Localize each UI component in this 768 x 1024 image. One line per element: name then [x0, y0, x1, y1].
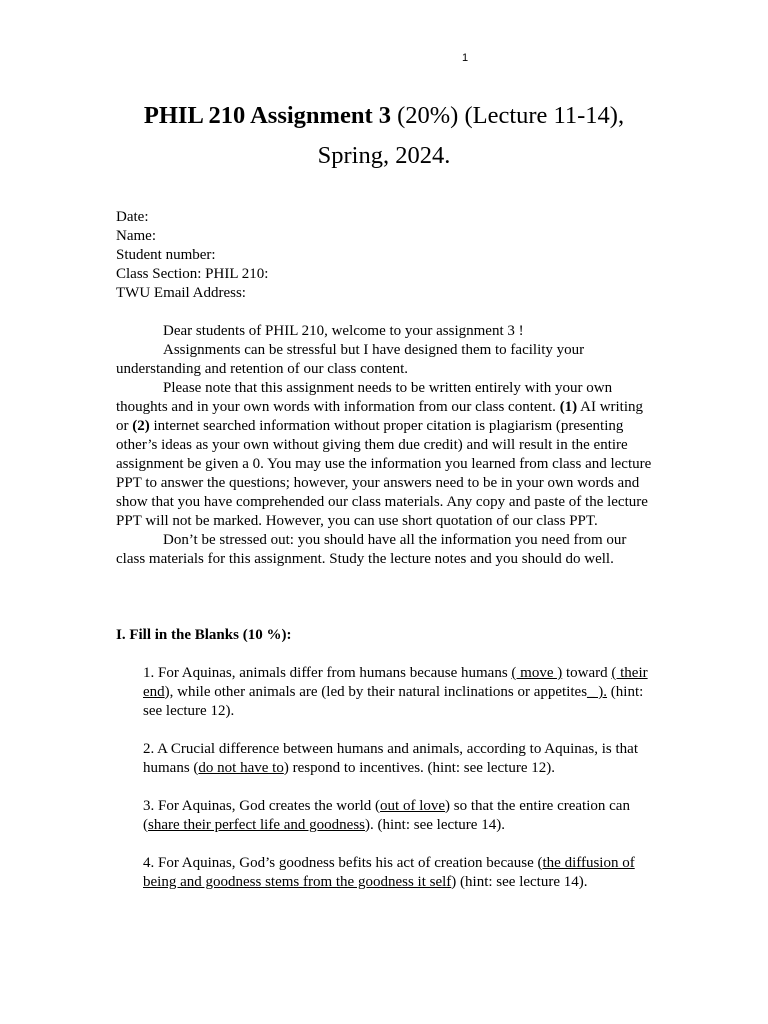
answer-blank: ( move ): [511, 665, 563, 681]
document-title: [80, 96, 688, 176]
question-2: [143, 740, 659, 778]
answer-blank: out of love: [380, 798, 446, 814]
question-3: [143, 797, 659, 835]
name-field: Name:: [116, 228, 156, 244]
policy-text-d: internet searched information without proper citation is plagiarism (presenting other’s ideas as your own without giving them due credit) and will result in the entire assignment be given a 0. You may use the information you learned from class and lecture PPT to answer the questions; however, your answers need to be in your own words and show that you have comprehended our class materials. Any copy and paste of the lecture PPT will not be marked. However, you can use short quotation of our class PPT.: [116, 418, 652, 529]
policy-marker-1: (1): [559, 399, 578, 415]
question-text: (hint: see lecture 12).: [143, 684, 644, 719]
intro-plagiarism-policy: [116, 379, 658, 531]
answer-blank: the diffusion of being and goodness stems from the goodness it self: [143, 855, 635, 890]
fill-in-blanks-questions: [143, 664, 659, 911]
answer-blank: do not have to: [198, 760, 284, 776]
date-field: Date:: [116, 209, 149, 225]
question-text: ), while other animals are (led by their natural inclinations or appetites: [164, 684, 588, 700]
question-text: 2. A Crucial difference between humans and animals, according to Aquinas, is that humans (: [143, 741, 639, 776]
question-text: ) (hint: see lecture 14).: [451, 874, 588, 890]
title-term: Spring, 2024.: [317, 142, 451, 169]
page-number: 1: [462, 52, 469, 64]
student-info-fields: [116, 208, 656, 303]
question-text: ) so that the entire creation can (: [143, 798, 630, 833]
intro-encouragement: Don’t be stressed out: you should have all the information you need from our class materials for this assignment. Study the lecture notes and you should do well.: [116, 532, 627, 567]
intro-welcome: Dear students of PHIL 210, welcome to your assignment 3 !: [163, 323, 524, 339]
class-section-field: Class Section: PHIL 210:: [116, 266, 269, 282]
answer-blank: _ ).: [587, 684, 608, 700]
question-text: 3. For Aquinas, God creates the world (: [143, 798, 381, 814]
question-1: [143, 664, 659, 721]
question-text: ) respond to incentives. (hint: see lecture 12).: [283, 760, 555, 776]
answer-blank: share their perfect life and goodness: [148, 817, 365, 833]
title-weight-lectures: (20%) (Lecture 11-14),: [390, 102, 625, 129]
intro-instructions: [116, 322, 658, 569]
policy-text-c: AI writing or: [116, 399, 644, 434]
intro-purpose: Assignments can be stressful but I have designed them to facility your understanding and retention of our class content.: [116, 342, 585, 377]
student-number-field: Student number:: [116, 247, 216, 263]
question-text: ). (hint: see lecture 14).: [365, 817, 505, 833]
answer-blank: ( their end: [143, 665, 648, 700]
policy-text-a: Please note that this assignment needs to be written entirely with your own thoughts and in your own words with information from our class content.: [116, 380, 613, 415]
policy-marker-2: (2): [132, 418, 150, 434]
section-heading: I. Fill in the Blanks (10 %):: [116, 627, 292, 643]
question-text: 1. For Aquinas, animals differ from humans because humans: [143, 665, 512, 681]
title-course-assignment: PHIL 210 Assignment 3: [143, 102, 391, 129]
question-4: [143, 854, 659, 892]
email-field: TWU Email Address:: [116, 285, 246, 301]
question-text: 4. For Aquinas, God’s goodness befits his act of creation because (: [143, 855, 543, 871]
question-text: toward: [562, 665, 612, 681]
